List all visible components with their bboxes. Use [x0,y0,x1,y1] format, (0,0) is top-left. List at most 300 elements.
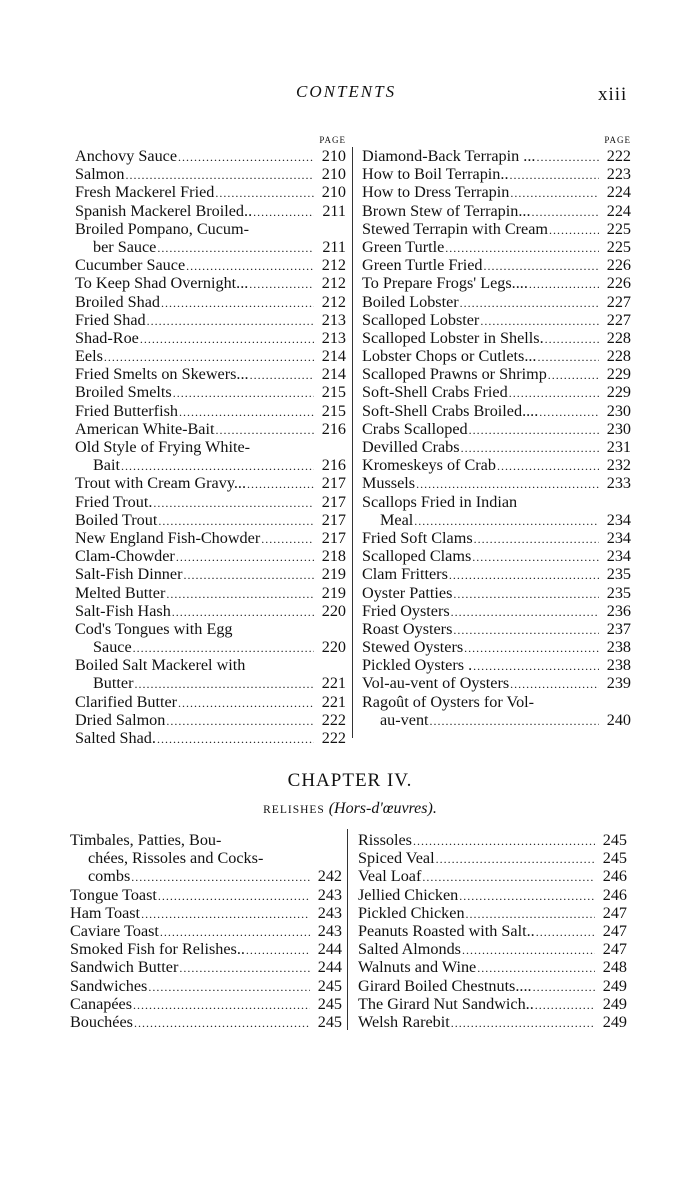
toc-entry [70,977,342,995]
toc-entry [362,511,631,529]
toc-entry-page: 245 [317,976,342,995]
toc-entry-title: Fried Trout. [75,492,153,511]
toc-entry [362,256,631,274]
toc-entry-title: Scalloped Lobster in Shells. [362,328,544,347]
toc-entry-page: 244 [317,958,342,977]
toc-entry-page: 213 [321,328,346,347]
toc-entry-title: Scallops Fried in Indian [362,492,518,511]
toc-entry [362,420,631,438]
contents-column-left [70,831,342,1031]
toc-entry-title: Broiled Shad [75,292,160,311]
leader-dots [249,275,314,293]
toc-entry-title: Sandwiches [70,976,148,995]
toc-entry-title: Cod's Tongues with Egg [75,619,233,638]
toc-entry-page: 234 [606,510,631,529]
leader-dots [451,603,599,621]
toc-entry-page: 245 [602,849,627,868]
toc-entry [70,886,342,904]
toc-entry [75,602,346,620]
toc-entry-title: Lobster Chops or Cutlets... [362,347,537,366]
leader-dots [536,923,595,941]
toc-entry [75,729,346,747]
toc-entry [362,493,631,511]
column-divider [352,147,353,738]
toc-entry-title: Soft-Shell Crabs Broiled.... [362,401,539,420]
leader-dots [529,275,599,293]
leader-dots [462,941,595,959]
toc-entry [70,1013,342,1031]
contents-column-right [358,831,627,1031]
toc-entry-page: 217 [321,528,346,547]
leader-dots [131,868,310,886]
toc-entry-title: Diamond-Back Terrapin ... [362,147,536,165]
toc-entry [358,940,627,958]
leader-dots [413,832,595,850]
toc-entry-title: Smoked Fish for Relishes.. [70,940,245,959]
leader-dots [179,959,310,977]
toc-entry-page: 243 [317,885,342,904]
toc-entry-title: Shad-Roe [75,328,139,347]
toc-entry [362,474,631,492]
leader-dots [453,621,599,639]
toc-entry-title: Scalloped Lobster [362,310,480,329]
leader-dots [474,530,599,548]
toc-entry-title: Brown Stew of Terrapin... [362,201,531,220]
toc-entry [362,183,631,201]
leader-dots [121,457,314,475]
leader-dots [537,348,599,366]
column-divider [347,829,348,1030]
leader-dots [253,203,314,221]
toc-entry-title: Fried Shad [75,310,146,329]
toc-entry-page: 249 [602,1012,627,1031]
toc-entry-title: Salt-Fish Dinner [75,565,183,584]
leader-dots [157,239,314,257]
toc-entry-page: 234 [606,528,631,547]
toc-entry-page: 215 [321,401,346,420]
toc-entry-page: 225 [606,237,631,256]
leader-dots [451,1014,595,1032]
toc-entry-title: Pickled Oysters . [362,656,473,675]
toc-entry-page: 230 [606,419,631,438]
leader-dots [134,675,314,693]
toc-entry [75,456,346,474]
toc-entry-page: 228 [606,328,631,347]
toc-entry-page: 219 [321,565,346,584]
toc-entry-title: How to Boil Terrapin.. [362,165,509,184]
leader-dots [532,203,599,221]
toc-entry-title: Scalloped Prawns or Shrimp [362,365,547,384]
leader-dots [422,868,595,886]
toc-entry-title: Salt-Fish Hash [75,601,171,620]
toc-entry-title: Canapées [70,994,133,1013]
toc-entry-page: 249 [602,976,627,995]
toc-entry-page: 219 [321,583,346,602]
toc-entry-title: Meal [380,510,414,529]
toc-entry-title: Cucumber Sauce [75,256,186,275]
toc-entry [358,849,627,867]
toc-entry [362,329,631,347]
toc-entry [75,238,346,256]
leader-dots [464,639,599,657]
leader-dots [147,312,314,330]
toc-entry [362,656,631,674]
leader-dots [449,566,599,584]
toc-entry-page: 246 [602,885,627,904]
leader-dots [460,294,599,312]
toc-entry-page: 235 [606,583,631,602]
toc-entry-page: 218 [321,547,346,566]
toc-entry [362,456,631,474]
toc-entry-page: 227 [606,292,631,311]
leader-dots [414,512,599,530]
toc-entry-page: 222 [321,729,346,747]
leader-dots [416,475,599,493]
toc-entry-title: Dried Salmon [75,710,166,729]
leader-dots [453,585,599,603]
leader-dots [497,457,599,475]
toc-entry-title: Timbales, Patties, Bou- [70,831,222,849]
toc-entry [362,711,631,729]
leader-dots [125,166,314,184]
toc-entry-title: combs [88,867,131,886]
toc-entry-page: 233 [606,474,631,493]
toc-entry-page: 229 [606,383,631,402]
toc-entry [362,274,631,292]
leader-dots [183,566,314,584]
toc-entry-title: chées, Rissoles and Cocks- [88,849,264,868]
toc-entry-title: Anchovy Sauce [75,147,178,165]
leader-dots [133,639,314,657]
toc-entry [75,383,346,401]
leader-dots [510,675,599,693]
toc-entry-title: Crabs Scalloped [362,419,468,438]
toc-entry [75,183,346,201]
entry-list [70,831,342,1031]
toc-entry-page: 217 [321,510,346,529]
toc-entry-title: Spanish Mackerel Broiled.. [75,201,253,220]
toc-entry-page: 231 [606,438,631,456]
entry-list [362,147,631,729]
toc-entry [358,831,627,849]
toc-entry-page: 239 [606,674,631,693]
toc-entry-title: Sauce [93,638,132,657]
leader-dots [246,941,310,959]
toc-entry-title: Eels [75,347,103,366]
toc-entry-page: 226 [606,256,631,275]
page-number: xiii [598,84,628,105]
toc-entry-title: Bait [93,456,120,475]
toc-entry-page: 244 [317,940,342,959]
toc-entry [362,347,631,365]
toc-entry-page: 213 [321,310,346,329]
toc-entry-page: 221 [321,692,346,711]
leader-dots [477,959,595,977]
toc-entry [358,1013,627,1031]
toc-entry [75,565,346,583]
leader-dots [536,148,599,166]
toc-entry-title: Salmon [75,165,125,184]
toc-entry [362,674,631,692]
toc-entry [362,402,631,420]
toc-entry [362,693,631,711]
toc-entry [358,922,627,940]
toc-entry-title: ber Sauce [93,237,157,256]
toc-entry-title: Broiled Pompano, Cucum- [75,219,249,238]
toc-entry-title: Ragoût of Oysters for Vol- [362,692,535,711]
toc-entry [70,867,342,885]
toc-entry-page: 242 [317,867,342,886]
toc-entry-title: Salted Almonds [358,940,461,959]
leader-dots [141,905,310,923]
leader-dots [247,475,314,493]
toc-entry-title: Fried Soft Clams [362,528,473,547]
toc-entry-title: Veal Loaf [358,867,422,886]
toc-entry-page: 230 [606,401,631,420]
toc-entry-page: 217 [321,474,346,493]
toc-entry [362,147,631,165]
toc-entry-title: To Keep Shad Overnight... [75,274,249,293]
toc-entry-title: Oyster Patties [362,583,453,602]
toc-entry-page: 216 [321,419,346,438]
toc-entry-title: Old Style of Frying White- [75,438,251,456]
toc-entry [362,638,631,656]
leader-dots [166,585,314,603]
toc-entry-title: Scalloped Clams [362,547,472,566]
toc-entry [75,293,346,311]
toc-entry-page: 225 [606,219,631,238]
toc-entry-title: Spiced Veal [358,849,435,868]
leader-dots [445,239,599,257]
toc-entry-title: Roast Oysters [362,619,453,638]
leader-dots [250,366,314,384]
toc-entry-page: 216 [321,456,346,475]
leader-dots [173,384,314,402]
toc-entry-page: 212 [321,274,346,293]
toc-entry [358,995,627,1013]
leader-dots [510,184,599,202]
toc-entry [362,202,631,220]
leader-dots [510,166,600,184]
toc-entry-title: Fried Butterfish [75,401,178,420]
toc-entry-page: 222 [321,710,346,729]
contents-column-right [362,133,631,729]
leader-dots [176,548,314,566]
leader-dots [472,548,599,566]
running-head [0,82,700,112]
toc-entry-page: 215 [321,383,346,402]
leader-dots [178,148,314,166]
toc-entry-page: 211 [322,237,346,256]
leader-dots [533,978,595,996]
toc-entry [70,940,342,958]
toc-entry-title: Jellied Chicken [358,885,459,904]
toc-entry [75,693,346,711]
toc-entry-title: Fried Smelts on Skewers... [75,365,249,384]
toc-entry-page: 238 [606,638,631,657]
toc-entry [362,565,631,583]
leader-dots [186,257,314,275]
toc-entry-page: 228 [606,347,631,366]
chapter-subtitle-text: RELISHES [263,804,325,816]
toc-entry-title: Salted Shad. [75,729,156,747]
leader-dots [160,923,310,941]
leader-dots [548,366,599,384]
toc-entry-title: Fried Oysters [362,601,450,620]
toc-entry-page: 214 [321,347,346,366]
toc-entry-page: 248 [602,958,627,977]
toc-entry-page: 243 [317,903,342,922]
leader-dots [545,330,599,348]
contents-column-left [75,133,346,747]
toc-entry-title: To Prepare Frogs' Legs.... [362,274,528,293]
toc-entry-page: 236 [606,601,631,620]
toc-entry-page: 245 [317,1012,342,1031]
toc-entry [362,220,631,238]
leader-dots [469,421,599,439]
leader-dots [140,330,314,348]
toc-entry-page: 237 [606,619,631,638]
toc-entry-title: Clarified Butter [75,692,178,711]
toc-entry-title: Broiled Smelts [75,383,172,402]
toc-entry [70,904,342,922]
leader-dots [216,421,315,439]
toc-entry-title: Boiled Trout [75,510,158,529]
toc-entry [75,529,346,547]
toc-entry-title: Boiled Salt Mackerel with [75,656,246,675]
toc-entry [75,711,346,729]
leader-dots [158,887,310,905]
toc-entry [362,438,631,456]
toc-entry [362,547,631,565]
toc-entry [362,529,631,547]
toc-entry-title: Vol-au-vent of Oysters [362,674,510,693]
toc-entry-title: Girard Boiled Chestnuts.... [358,976,532,995]
toc-entry-page: 220 [321,638,346,657]
toc-entry [75,584,346,602]
toc-entry-page: 222 [606,147,631,165]
toc-entry [75,220,346,238]
toc-entry-page: 246 [602,867,627,886]
toc-entry [75,656,346,674]
toc-entry [70,958,342,976]
toc-entry-title: Sandwich Butter [70,958,179,977]
leader-dots [178,694,314,712]
toc-entry [75,202,346,220]
toc-entry-page: 234 [606,547,631,566]
toc-entry-page: 247 [602,940,627,959]
toc-entry-page: 210 [321,165,346,184]
toc-entry [358,886,627,904]
toc-entry-page: 235 [606,565,631,584]
toc-entry-title: Boiled Lobster [362,292,459,311]
leader-dots [153,494,314,512]
toc-entry-title: Butter [93,674,134,693]
leader-dots [535,996,595,1014]
toc-entry-page: 238 [606,656,631,675]
toc-entry [75,420,346,438]
chapter-heading: CHAPTER IV. [287,770,413,791]
toc-entry-page: 227 [606,310,631,329]
toc-entry [358,958,627,976]
toc-entry-title: Kromeskeys of Crab [362,456,496,475]
toc-entry-page: 226 [606,274,631,293]
toc-entry [75,256,346,274]
toc-entry-page: 249 [602,994,627,1013]
toc-entry [362,365,631,383]
leader-dots [104,348,314,366]
toc-entry [362,238,631,256]
toc-entry [362,165,631,183]
toc-entry [362,383,631,401]
leader-dots [461,439,599,457]
leader-dots [161,294,314,312]
toc-entry-page: 232 [606,456,631,475]
toc-entry-title: Clam-Chowder [75,547,175,566]
toc-entry-page: 211 [322,201,346,220]
toc-entry-title: Stewed Oysters [362,638,464,657]
toc-entry-title: Soft-Shell Crabs Fried [362,383,508,402]
toc-entry-title: Peanuts Roasted with Salt.. [358,921,535,940]
toc-entry [362,293,631,311]
toc-entry-page: 240 [606,710,631,729]
toc-entry-title: Trout with Cream Gravy... [75,474,247,493]
leader-dots [166,712,314,730]
toc-entry [75,274,346,292]
toc-entry-page: 229 [606,365,631,384]
chapter-subtitle-italic: (Hors-d'œuvres). [328,800,437,817]
leader-dots [484,257,600,275]
toc-entry-page: 224 [606,201,631,220]
toc-entry-title: Clam Fritters [362,565,448,584]
leader-dots [480,312,599,330]
toc-entry [362,311,631,329]
toc-entry-page: 220 [321,601,346,620]
toc-entry [75,547,346,565]
leader-dots [459,887,595,905]
toc-entry-page: 210 [321,183,346,202]
toc-entry [75,674,346,692]
leader-dots [473,657,599,675]
toc-entry [362,584,631,602]
toc-entry [75,311,346,329]
toc-entry [75,347,346,365]
entry-list [75,147,346,747]
toc-entry [75,638,346,656]
toc-entry-page: 243 [317,921,342,940]
toc-entry [362,620,631,638]
leader-dots [549,221,599,239]
toc-entry-page: 221 [321,674,346,693]
toc-entry [75,147,346,165]
toc-entry [75,493,346,511]
leader-dots [430,712,599,730]
toc-entry-title: Fresh Mackerel Fried [75,183,215,202]
toc-entry-page: 214 [321,365,346,384]
leader-dots [509,384,599,402]
toc-entry-page: 212 [321,256,346,275]
toc-entry-title: Tongue Toast [70,885,157,904]
toc-entry [75,365,346,383]
toc-entry [75,620,346,638]
toc-entry-title: au-vent [380,710,429,729]
toc-entry [75,402,346,420]
toc-entry [358,904,627,922]
toc-entry-title: Walnuts and Wine [358,958,477,977]
toc-entry-title: Rissoles [358,831,412,849]
leader-dots [134,1014,310,1032]
toc-entry-title: Devilled Crabs [362,438,460,456]
